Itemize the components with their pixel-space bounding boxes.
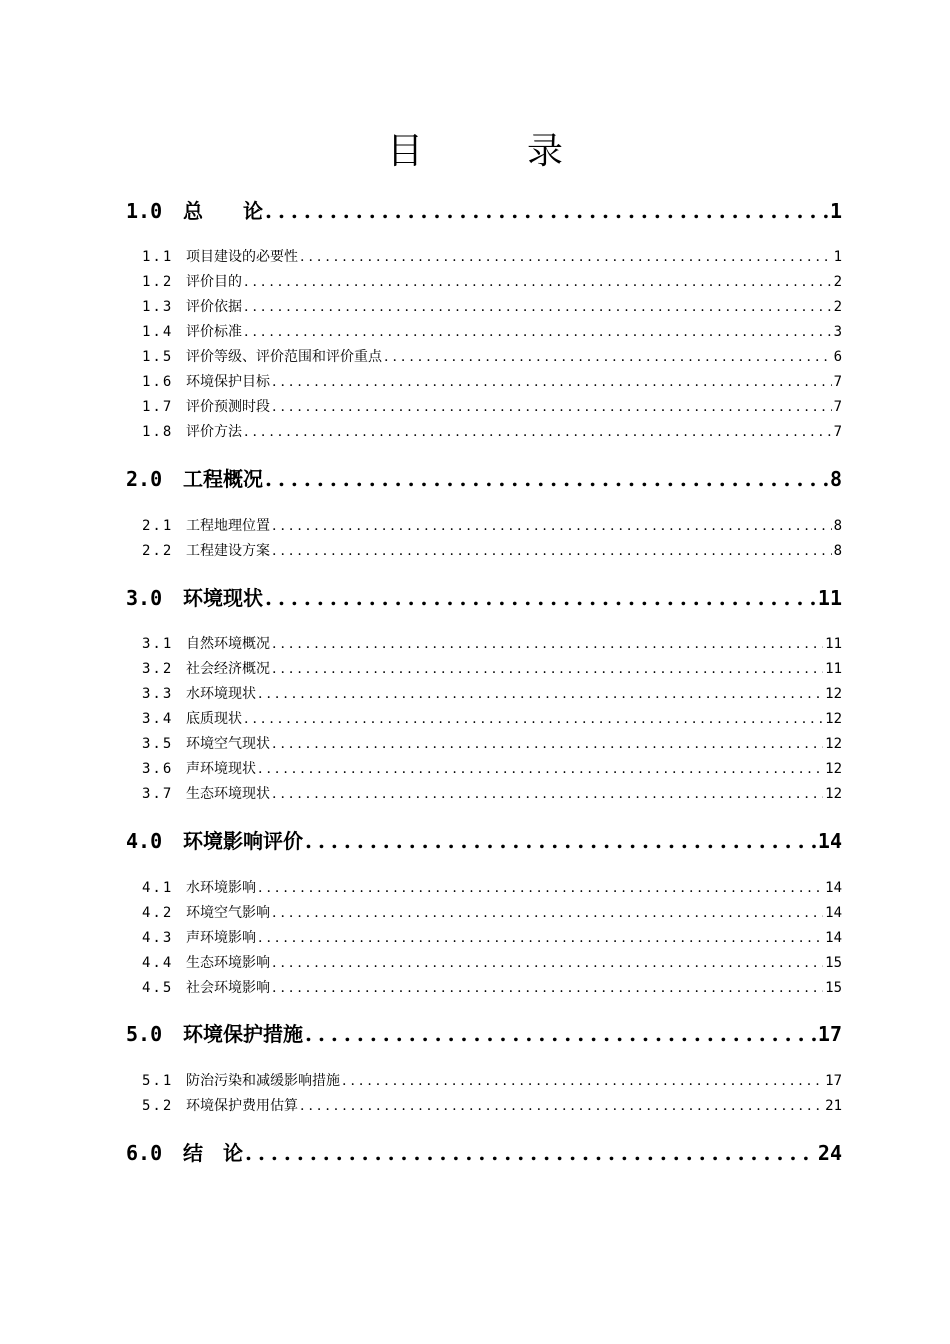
toc-entry-label: 生态环境影响 (186, 955, 270, 971)
toc-section-entry[interactable] (126, 322, 842, 342)
toc-section-entry[interactable] (126, 684, 842, 704)
toc-section-entry[interactable] (126, 297, 842, 317)
toc-section-entry[interactable] (126, 397, 842, 417)
toc-entry-number: 3.1 (142, 636, 174, 652)
toc-entry-label: 社会经济概况 (186, 661, 270, 677)
toc-dot-leader (272, 659, 823, 679)
toc-section-entry[interactable] (126, 247, 842, 267)
toc-dot-leader (342, 1071, 823, 1091)
toc-section-entry[interactable] (126, 903, 842, 923)
toc-entry-number: 1.4 (142, 324, 174, 340)
toc-entry-label: 环境保护目标 (186, 374, 270, 390)
toc-page-number: 11 (825, 661, 842, 677)
toc-page-number: 8 (833, 518, 842, 534)
toc-dot-leader (258, 878, 823, 898)
toc-page-number: 7 (833, 399, 842, 415)
page-title: 目 录 (386, 131, 597, 172)
toc-entry-number: 3.5 (142, 736, 174, 752)
toc-dot-leader (305, 1020, 816, 1048)
toc-page-number: 15 (825, 955, 842, 971)
toc-entry-number: 1.7 (142, 399, 174, 415)
toc-page-number: 11 (825, 636, 842, 652)
toc-dot-leader (265, 584, 816, 612)
toc-entry-label: 评价目的 (186, 274, 242, 290)
toc-entry-label: 结 论 (183, 1141, 243, 1165)
toc-entry-label: 评价等级、评价范围和评价重点 (186, 349, 382, 365)
toc-section-entry[interactable] (126, 928, 842, 948)
toc-dot-leader (265, 197, 828, 225)
toc-page-number: 21 (825, 1098, 842, 1114)
toc-section-entry[interactable] (126, 784, 842, 804)
toc-section-entry[interactable] (126, 634, 842, 654)
toc-entry-label: 评价预测时段 (186, 399, 270, 415)
toc-dot-leader (272, 734, 823, 754)
toc-entry-number: 6.0 (126, 1141, 163, 1165)
toc-entry-number: 4.1 (142, 880, 174, 896)
toc-entry-number: 4.4 (142, 955, 174, 971)
toc-dot-leader (244, 709, 823, 729)
toc-entry-label: 声环境影响 (186, 930, 256, 946)
toc-entry-number: 4.3 (142, 930, 174, 946)
toc-page-number: 2 (833, 274, 842, 290)
toc-entry-label: 环境空气影响 (186, 905, 270, 921)
toc-entry-number: 3.4 (142, 711, 174, 727)
toc-section-entry[interactable] (126, 659, 842, 679)
toc-section-entry[interactable] (126, 759, 842, 779)
toc-entry-label: 评价依据 (186, 299, 242, 315)
toc-page-number: 2 (833, 299, 842, 315)
toc-chapter-entry[interactable] (126, 197, 842, 225)
toc-page-number: 8 (829, 467, 842, 491)
toc-entry-number: 4.5 (142, 980, 174, 996)
toc-dot-leader (258, 684, 823, 704)
toc-entry-label: 防治污染和减缓影响措施 (186, 1073, 340, 1089)
toc-page-number: 7 (833, 374, 842, 390)
toc-section-entry[interactable] (126, 953, 842, 973)
toc-entry-number: 1.8 (142, 424, 174, 440)
toc-dot-leader (272, 397, 832, 417)
toc-page-number: 14 (825, 880, 842, 896)
toc-dot-leader (305, 827, 816, 855)
toc-section-entry[interactable] (126, 516, 842, 536)
toc-entry-label: 工程地理位置 (186, 518, 270, 534)
toc-page-number: 1 (833, 249, 842, 265)
toc-entry-number: 1.5 (142, 349, 174, 365)
toc-section-entry[interactable] (126, 272, 842, 292)
toc-chapter-entry[interactable] (126, 1020, 842, 1048)
toc-entry-number: 3.2 (142, 661, 174, 677)
toc-chapter-entry[interactable] (126, 465, 842, 493)
toc-section-entry[interactable] (126, 878, 842, 898)
toc-entry-label: 环境保护措施 (183, 1022, 303, 1046)
toc-entry-number: 5.2 (142, 1098, 174, 1114)
toc-section-entry[interactable] (126, 372, 842, 392)
toc-page-number: 15 (825, 980, 842, 996)
toc-dot-leader (300, 247, 832, 267)
toc-chapter-entry[interactable] (126, 1139, 842, 1167)
toc-dot-leader (272, 784, 823, 804)
toc-dot-leader (272, 516, 832, 536)
toc-dot-leader (272, 953, 823, 973)
toc-page-number: 24 (817, 1141, 842, 1165)
toc-dot-leader (244, 422, 832, 442)
toc-dot-leader (244, 322, 832, 342)
toc-page-number: 8 (833, 543, 842, 559)
toc-page-number: 12 (825, 761, 842, 777)
toc-entry-label: 环境保护费用估算 (186, 1098, 298, 1114)
toc-chapter-entry[interactable] (126, 827, 842, 855)
toc-chapter-entry[interactable] (126, 584, 842, 612)
toc-entry-number: 1.3 (142, 299, 174, 315)
toc-entry-label: 评价标准 (186, 324, 242, 340)
toc-entry-number: 1.6 (142, 374, 174, 390)
toc-section-entry[interactable] (126, 1096, 842, 1116)
toc-section-entry[interactable] (126, 734, 842, 754)
toc-page-number: 14 (825, 930, 842, 946)
toc-entry-label: 生态环境现状 (186, 786, 270, 802)
toc-entry-label: 项目建设的必要性 (186, 249, 298, 265)
toc-entry-number: 5.0 (126, 1022, 163, 1046)
toc-section-entry[interactable] (126, 709, 842, 729)
toc-section-entry[interactable] (126, 541, 842, 561)
toc-dot-leader (272, 634, 823, 654)
toc-dot-leader (300, 1096, 823, 1116)
toc-entry-number: 4.0 (126, 829, 163, 853)
toc-entry-number: 3.6 (142, 761, 174, 777)
toc-section-entry[interactable] (126, 347, 842, 367)
toc-entry-label: 环境现状 (183, 586, 263, 610)
toc-entry-label: 水环境现状 (186, 686, 256, 702)
toc-page-number: 1 (829, 199, 842, 223)
toc-entry-number: 3.7 (142, 786, 174, 802)
toc-dot-leader (272, 372, 832, 392)
toc-dot-leader (258, 759, 823, 779)
toc-entry-number: 3.3 (142, 686, 174, 702)
toc-entry-label: 环境空气现状 (186, 736, 270, 752)
toc-entry-number: 1.1 (142, 249, 174, 265)
toc-page-number: 17 (825, 1073, 842, 1089)
toc-page-number: 6 (833, 349, 842, 365)
toc-page-number: 12 (825, 786, 842, 802)
toc-entry-label: 环境影响评价 (183, 829, 303, 853)
toc-dot-leader (265, 465, 828, 493)
toc-dot-leader (272, 903, 823, 923)
toc-dot-leader (245, 1139, 816, 1167)
toc-entry-number: 1.0 (126, 199, 163, 223)
toc-dot-leader (258, 928, 823, 948)
toc-entry-number: 2.1 (142, 518, 174, 534)
toc-page-number: 11 (817, 586, 842, 610)
toc-section-entry[interactable] (126, 1071, 842, 1091)
toc-page-number: 3 (833, 324, 842, 340)
toc-page-number: 12 (825, 711, 842, 727)
toc-entry-label: 底质现状 (186, 711, 242, 727)
toc-entry-label: 评价方法 (186, 424, 242, 440)
toc-page-number: 12 (825, 686, 842, 702)
toc-entry-label: 社会环境影响 (186, 980, 270, 996)
toc-section-entry[interactable] (126, 422, 842, 442)
toc-dot-leader (272, 541, 832, 561)
toc-entry-label: 自然环境概况 (186, 636, 270, 652)
toc-dot-leader (244, 297, 832, 317)
toc-dot-leader (244, 272, 832, 292)
toc-page-number: 14 (825, 905, 842, 921)
toc-section-entry[interactable] (126, 978, 842, 998)
toc-dot-leader (272, 978, 823, 998)
toc-entry-label: 水环境影响 (186, 880, 256, 896)
toc-entry-label: 工程建设方案 (186, 543, 270, 559)
toc-page-number: 7 (833, 424, 842, 440)
toc-entry-label: 工程概况 (183, 467, 263, 491)
toc-entry-number: 5.1 (142, 1073, 174, 1089)
toc-page-number: 12 (825, 736, 842, 752)
toc-entry-label: 总 论 (183, 199, 263, 223)
toc-entry-label: 声环境现状 (186, 761, 256, 777)
toc-entry-number: 2.2 (142, 543, 174, 559)
toc-entry-number: 2.0 (126, 467, 163, 491)
toc-entry-number: 1.2 (142, 274, 174, 290)
toc-entry-number: 4.2 (142, 905, 174, 921)
toc-entry-number: 3.0 (126, 586, 163, 610)
toc-dot-leader (384, 347, 832, 367)
toc-page-number: 14 (817, 829, 842, 853)
toc-page-number: 17 (817, 1022, 842, 1046)
